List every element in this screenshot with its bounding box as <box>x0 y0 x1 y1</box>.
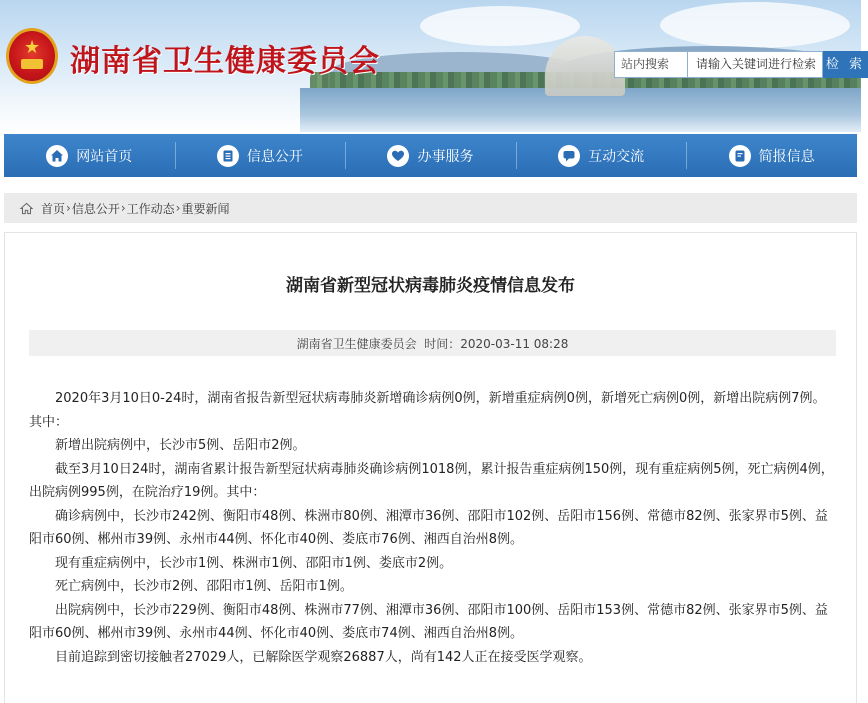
breadcrumb-home-icon <box>20 202 33 215</box>
nav-item-info-disclosure[interactable] <box>175 134 346 177</box>
national-emblem-logo[interactable] <box>6 28 58 84</box>
main-nav <box>4 134 857 177</box>
site-title[interactable]: 湖南省卫生健康委员会 <box>70 44 380 79</box>
breadcrumb-item-home[interactable]: 首页 <box>41 201 66 216</box>
breadcrumb-item-info-disclosure[interactable]: 信息公开 <box>71 201 120 216</box>
gate-icon <box>21 59 43 69</box>
chat-icon <box>558 145 580 167</box>
nav-item-services[interactable] <box>345 134 516 177</box>
search-bar <box>614 51 868 78</box>
article-paragraph: 目前追踪到密切接触者27029人，已解除医学观察26887人，尚有142人正在接受医学观察。 <box>55 649 592 665</box>
article-paragraph: 确诊病例中，长沙市242例、衡阳市48例、株洲市80例、湘潭市36例、邵阳市102例、岳阳市156例、常德市82例、张家界市5例、益阳市60例、郴州市39例、永州市44例、怀化市40例、娄底市76例、湘西自治州8例。 <box>29 508 828 547</box>
nav-item-label: 网站首页 <box>76 148 133 165</box>
search-button[interactable]: 检 索 <box>823 51 868 78</box>
article-source-time: 湖南省卫生健康委员会 时间：2020-03-11 08:28 <box>296 336 569 351</box>
article-paragraph: 现有重症病例中，长沙市1例、株洲市1例、邵阳市1例、娄底市2例。 <box>55 555 453 571</box>
nav-item-home[interactable] <box>4 134 175 177</box>
article-body <box>29 387 837 669</box>
article-paragraph: 截至3月10日24时，湖南省累计报告新型冠状病毒肺炎确诊病例1018例，累计报告重症病例150例，现有重症病例5例，死亡病例4例，出院病例995例，在院治疗19例。其中： <box>29 461 834 500</box>
nav-item-label: 信息公开 <box>246 148 303 165</box>
heart-icon <box>387 145 409 167</box>
nav-item-label: 简报信息 <box>758 148 815 165</box>
statue-decoration <box>545 36 625 96</box>
breadcrumb-item-important-news[interactable]: 重要新闻 <box>181 201 230 216</box>
article-paragraph: 2020年3月10日0-24时，湖南省报告新型冠状病毒肺炎新增确诊病例0例，新增重症病例0例，新增死亡病例0例，新增出院病例7例。其中： <box>29 391 826 430</box>
article-title: 湖南省新型冠状病毒肺炎疫情信息发布 <box>286 276 575 296</box>
nav-item-label: 办事服务 <box>417 148 474 165</box>
article-paragraph: 新增出院病例中，长沙市5例、岳阳市2例。 <box>55 438 306 453</box>
breadcrumb-separator: › <box>120 201 126 215</box>
document-icon <box>217 145 239 167</box>
article-paragraph: 死亡病例中，长沙市2例、邵阳市1例、岳阳市1例。 <box>55 579 353 594</box>
article-paragraph: 出院病例中，长沙市229例、衡阳市48例、株洲市77例、湘潭市36例、邵阳市100例、岳阳市153例、常德市82例、张家界市5例、益阳市60例、郴州市39例、永州市44例、怀化市40例、娄底市74例、湘西自治州8例。 <box>29 602 828 641</box>
cloud-decoration <box>660 2 850 48</box>
nav-item-bulletin[interactable] <box>686 134 857 177</box>
cloud-decoration <box>420 6 580 46</box>
search-input[interactable]: 请输入关键词进行检索 <box>688 51 823 78</box>
breadcrumb <box>4 193 857 223</box>
article-meta <box>29 330 836 356</box>
breadcrumb-separator: › <box>175 201 181 215</box>
breadcrumb-separator: › <box>66 201 71 215</box>
bulletin-icon <box>729 145 751 167</box>
article-container <box>4 232 857 703</box>
home-icon <box>46 145 68 167</box>
search-scope-select[interactable]: 站内搜索 <box>614 51 688 78</box>
nav-item-label: 互动交流 <box>588 148 645 165</box>
nav-item-interaction[interactable] <box>516 134 687 177</box>
star-icon: ★ <box>24 37 41 58</box>
breadcrumb-item-work-news[interactable]: 工作动态 <box>126 201 175 216</box>
site-header <box>0 0 866 132</box>
